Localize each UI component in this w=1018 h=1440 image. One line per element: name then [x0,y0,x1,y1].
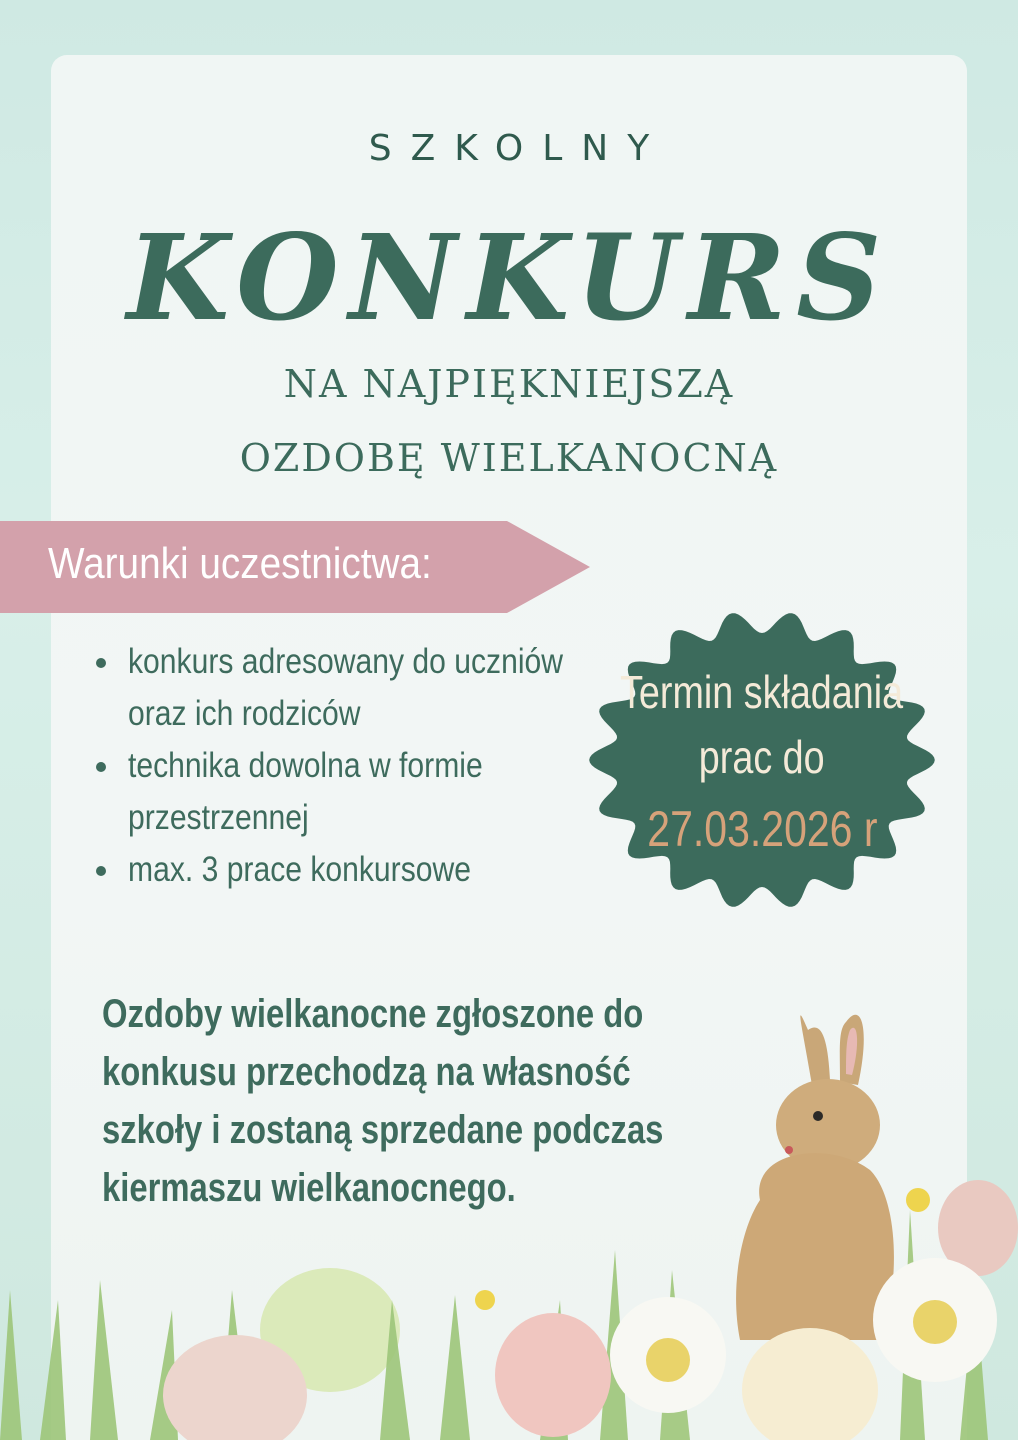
conditions-heading: Warunki uczestnictwa: [48,539,432,588]
condition-item: konkurs adresowany do uczniów oraz ich rodziców [90,636,610,740]
ownership-note: Ozdoby wielkanocne zgłoszone do konkusu przechodzą na własność szkoły i zostaną sprzedane podczas kiermaszu wielkanocnego. [102,992,664,1210]
deadline-line-1: Termin składania [620,666,904,718]
condition-item: max. 3 prace konkursowe [90,844,610,896]
deadline-line-2: prac do [699,731,825,783]
bullet-icon [96,762,106,772]
bullet-icon [96,866,106,876]
pre-title: SZKOLNY [368,128,669,169]
subtitle-line-2: OZDOBĘ WIELKANOCNĄ [239,436,779,480]
conditions-list [90,636,610,896]
subtitle-line-1: NA NAJPIĘKNIEJSZĄ [283,362,735,406]
condition-item: technika dowolna w formie przestrzennej [90,740,610,844]
bullet-icon [96,658,106,668]
main-title: KONKURS [126,208,892,347]
deadline-date: 27.03.2026 r [646,801,878,857]
